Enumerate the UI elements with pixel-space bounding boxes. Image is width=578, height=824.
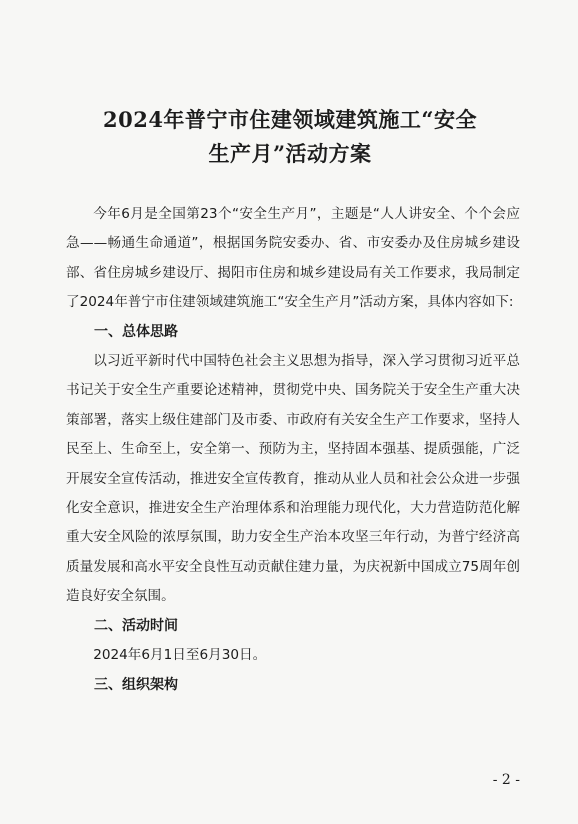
title-line-2: 生产月”活动方案 [208, 141, 372, 166]
section-2-heading: 二、活动时间 [94, 617, 178, 634]
section-1-heading: 一、总体思路 [94, 323, 178, 340]
title-line-1: 2024年普宁市住建领域建筑施工“安全 [102, 107, 478, 132]
section-2-paragraph: 2024年6月1日至6月30日。 [93, 647, 267, 664]
document-body [66, 200, 520, 700]
section-1-paragraph: 以习近平新时代中国特色社会主义思想为指导，深入学习贯彻习近平总书记关于安全生产重要论述精神，贯彻党中央、国务院关于安全生产重大决策部署，落实上级住建部门及市委、市政府有关安全生产工作要求，坚持人民至上、生命至上，安全第一、预防为主，坚持固本强基、提质强能，广泛开展安全宣传活动，推进安全宣传教育，推动从业人员和社会公众进一步强化安全意识，推进安全生产治理体系和治理能力现代化，大力营造防范化解重大安全风险的浓厚氛围，助力安全生产治本攻坚三年行动，为普宁经济高质量发展和高水平安全良性互动贡献住建力量，为庆祝新中国成立75周年创造良好安全氛围。 [66, 353, 520, 605]
document-title [60, 103, 520, 171]
intro-paragraph: 今年6月是全国第23个“安全生产月”，主题是“人人讲安全、个个会应急——畅通生命通道”，根据国务院安委办、省、市安委办及住房城乡建设部、省住房城乡建设厅、揭阳市住房和城乡建设局有关工作要求，我局制定了2024年普宁市住建领域建筑施工“安全生产月”活动方案，具体内容如下: [66, 206, 520, 311]
section-3-heading: 三、组织架构 [94, 676, 178, 693]
page-number: - 2 - [492, 772, 520, 788]
